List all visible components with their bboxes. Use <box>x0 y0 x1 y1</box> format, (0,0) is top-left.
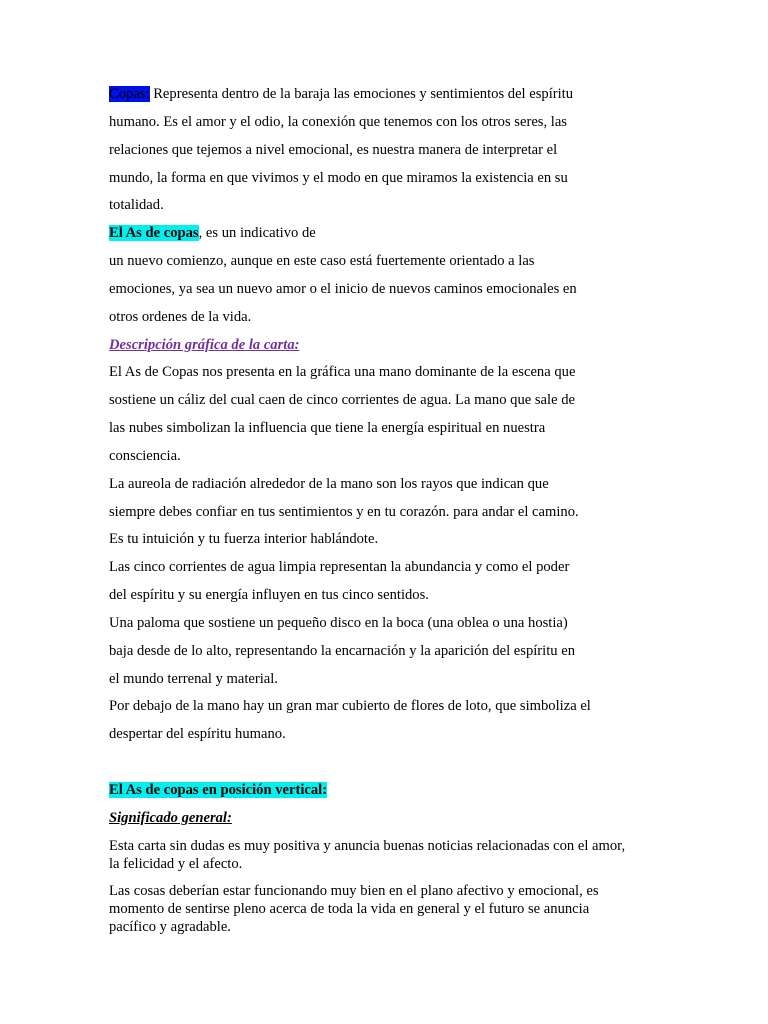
text-line: las nubes simbolizan la influencia que tiene la energía espiritual en nuestra <box>109 420 546 436</box>
text-line: sostiene un cáliz del cual caen de cinco corrientes de agua. La mano que sale de <box>109 392 575 408</box>
text-line: la felicidad y el afecto. <box>109 856 243 872</box>
vertical-heading-text: El As de copas en posición vertical: <box>109 782 328 798</box>
text-line: siempre debes confiar en tus sentimientos y en tu corazón. para andar el camino. <box>109 504 579 520</box>
text-line: un nuevo comienzo, aunque en este caso está fuertemente orientado a las <box>109 253 535 269</box>
text-line: Las cosas deberían estar funcionando muy bien en el plano afectivo y emocional, es <box>109 883 599 899</box>
text-line: momento de sentirse pleno acerca de toda la vida en general y el futuro se anuncia <box>109 901 590 917</box>
text-line: consciencia. <box>109 448 181 464</box>
text-line: Una paloma que sostiene un pequeño disco en la boca (una oblea o una hostia) <box>109 615 568 631</box>
text-line: Por debajo de la mano hay un gran mar cubierto de flores de loto, que simboliza el <box>109 698 591 714</box>
text-line: otros ordenes de la vida. <box>109 309 252 325</box>
copas-line <box>109 86 573 103</box>
text-line: relaciones que tejemos a nivel emocional, es nuestra manera de interpretar el <box>109 142 558 158</box>
significado-heading <box>109 810 232 827</box>
text-line: pacífico y agradable. <box>109 919 231 935</box>
descripcion-heading-text: Descripción gráfica de la carta: <box>109 337 300 353</box>
text-line: baja desde de lo alto, representando la encarnación y la aparición del espíritu en <box>109 643 575 659</box>
text-line: Esta carta sin dudas es muy positiva y anuncia buenas noticias relacionadas con el amor, <box>109 838 626 854</box>
as-de-copas-text: , es un indicativo de <box>198 225 316 241</box>
text-line: totalidad. <box>109 197 164 213</box>
text-line: Es tu intuición y tu fuerza interior hablándote. <box>109 531 379 547</box>
vertical-heading <box>109 782 327 799</box>
text-line: emociones, ya sea un nuevo amor o el inicio de nuevos caminos emocionales en <box>109 281 577 297</box>
significado-heading-text: Significado general: <box>109 810 232 826</box>
text-line: el mundo terrenal y material. <box>109 671 278 687</box>
as-de-copas-line <box>109 225 316 242</box>
text-line: humano. Es el amor y el odio, la conexión que tenemos con los otros seres, las <box>109 114 567 130</box>
text-line: despertar del espíritu humano. <box>109 726 286 742</box>
text-line: mundo, la forma en que vivimos y el modo en que miramos la existencia en su <box>109 170 568 186</box>
descripcion-heading <box>109 337 300 354</box>
text-line: del espíritu y su energía influyen en tus cinco sentidos. <box>109 587 429 603</box>
text-line: El As de Copas nos presenta en la gráfica una mano dominante de la escena que <box>109 364 576 380</box>
as-de-copas-label: El As de copas <box>109 225 199 241</box>
text-line: Las cinco corrientes de agua limpia representan la abundancia y como el poder <box>109 559 570 575</box>
copas-label: Copas: <box>109 86 150 102</box>
copas-text: Representa dentro de la baraja las emociones y sentimientos del espíritu <box>149 86 574 102</box>
text-line: La aureola de radiación alrededor de la mano son los rayos que indican que <box>109 476 549 492</box>
